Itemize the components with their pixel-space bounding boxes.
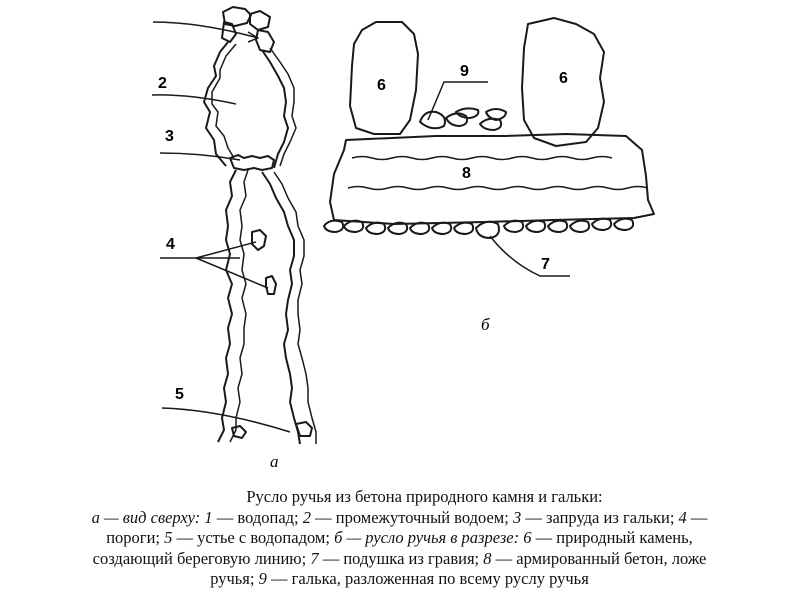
caption-l2e: — природный камень, (531, 528, 693, 547)
rapids-stone (252, 230, 266, 250)
channel-right-bank (262, 172, 300, 444)
pebble (420, 112, 445, 129)
reinforcement-line (348, 187, 648, 190)
caption-line-2 (0, 528, 799, 549)
caption-l2c: — устье с водопадом; (172, 528, 335, 547)
callout-8: 8 (462, 165, 471, 182)
caption-l1g: — запруда из гальки; (521, 507, 679, 527)
caption-l1c: — водопад; (212, 507, 303, 527)
mouth-stones (232, 422, 312, 438)
caption-line-3 (0, 549, 799, 570)
top-view (152, 7, 316, 444)
callout-3: 3 (165, 128, 174, 145)
caption-l2b: 5 (164, 528, 173, 547)
caption-l1b: 1 (204, 507, 213, 527)
caption-l3e: — армированный бетон, ложе (491, 548, 707, 568)
reinforced-concrete-slab (330, 134, 654, 224)
caption-l1h: 4 (678, 507, 687, 527)
caption-l1f: 3 (512, 507, 522, 527)
caption-l1a: а — вид сверху: (91, 507, 205, 527)
callout-9: 9 (460, 63, 469, 80)
pebble (446, 113, 467, 126)
waterfall-stones (222, 7, 274, 52)
callout-4: 4 (166, 236, 175, 253)
panel-a-label: а (270, 452, 279, 471)
caption-l1i: — (686, 507, 708, 527)
panel-b-label: б (481, 315, 490, 334)
reinforcement-line (352, 157, 612, 160)
callout-2: 2 (158, 75, 167, 92)
leader-line-5 (162, 408, 290, 432)
caption-line-1 (0, 508, 799, 529)
caption-l4a: ручья; (210, 569, 259, 588)
caption-l3b: 7 (310, 548, 319, 568)
leader-line-3 (160, 153, 240, 160)
caption-l4c: — галька, разложенная по всему руслу ручья (266, 569, 589, 588)
caption-l1e: — промежуточный водоем; (311, 507, 513, 527)
gravel-dam (230, 155, 274, 170)
caption-l3c: — подушка из гравия; (318, 548, 484, 568)
caption-l3a: создающий береговую линию; (92, 548, 311, 568)
leader-line-4 (160, 242, 268, 288)
callout-6-left: 6 (377, 77, 386, 94)
leader-line-2 (152, 95, 236, 104)
caption-l2a: пороги; (106, 528, 165, 547)
caption-l3d: 8 (483, 548, 492, 568)
leader-line-7 (490, 236, 570, 276)
caption-l4b: 9 (258, 569, 267, 588)
caption-line-4 (0, 569, 799, 590)
rapids-stone (266, 276, 276, 294)
caption-l2d: б — русло ручья в разрезе: 6 (334, 528, 532, 547)
callout-6-right: 6 (559, 70, 568, 87)
callout-7: 7 (541, 256, 550, 273)
channel-left-bank (218, 170, 236, 442)
figure-caption (0, 487, 799, 590)
caption-title: Русло ручья из бетона природного камня и гальки: (246, 487, 603, 506)
caption-l1d: 2 (302, 507, 312, 527)
callout-5: 5 (175, 386, 184, 403)
cross-section (324, 18, 654, 276)
